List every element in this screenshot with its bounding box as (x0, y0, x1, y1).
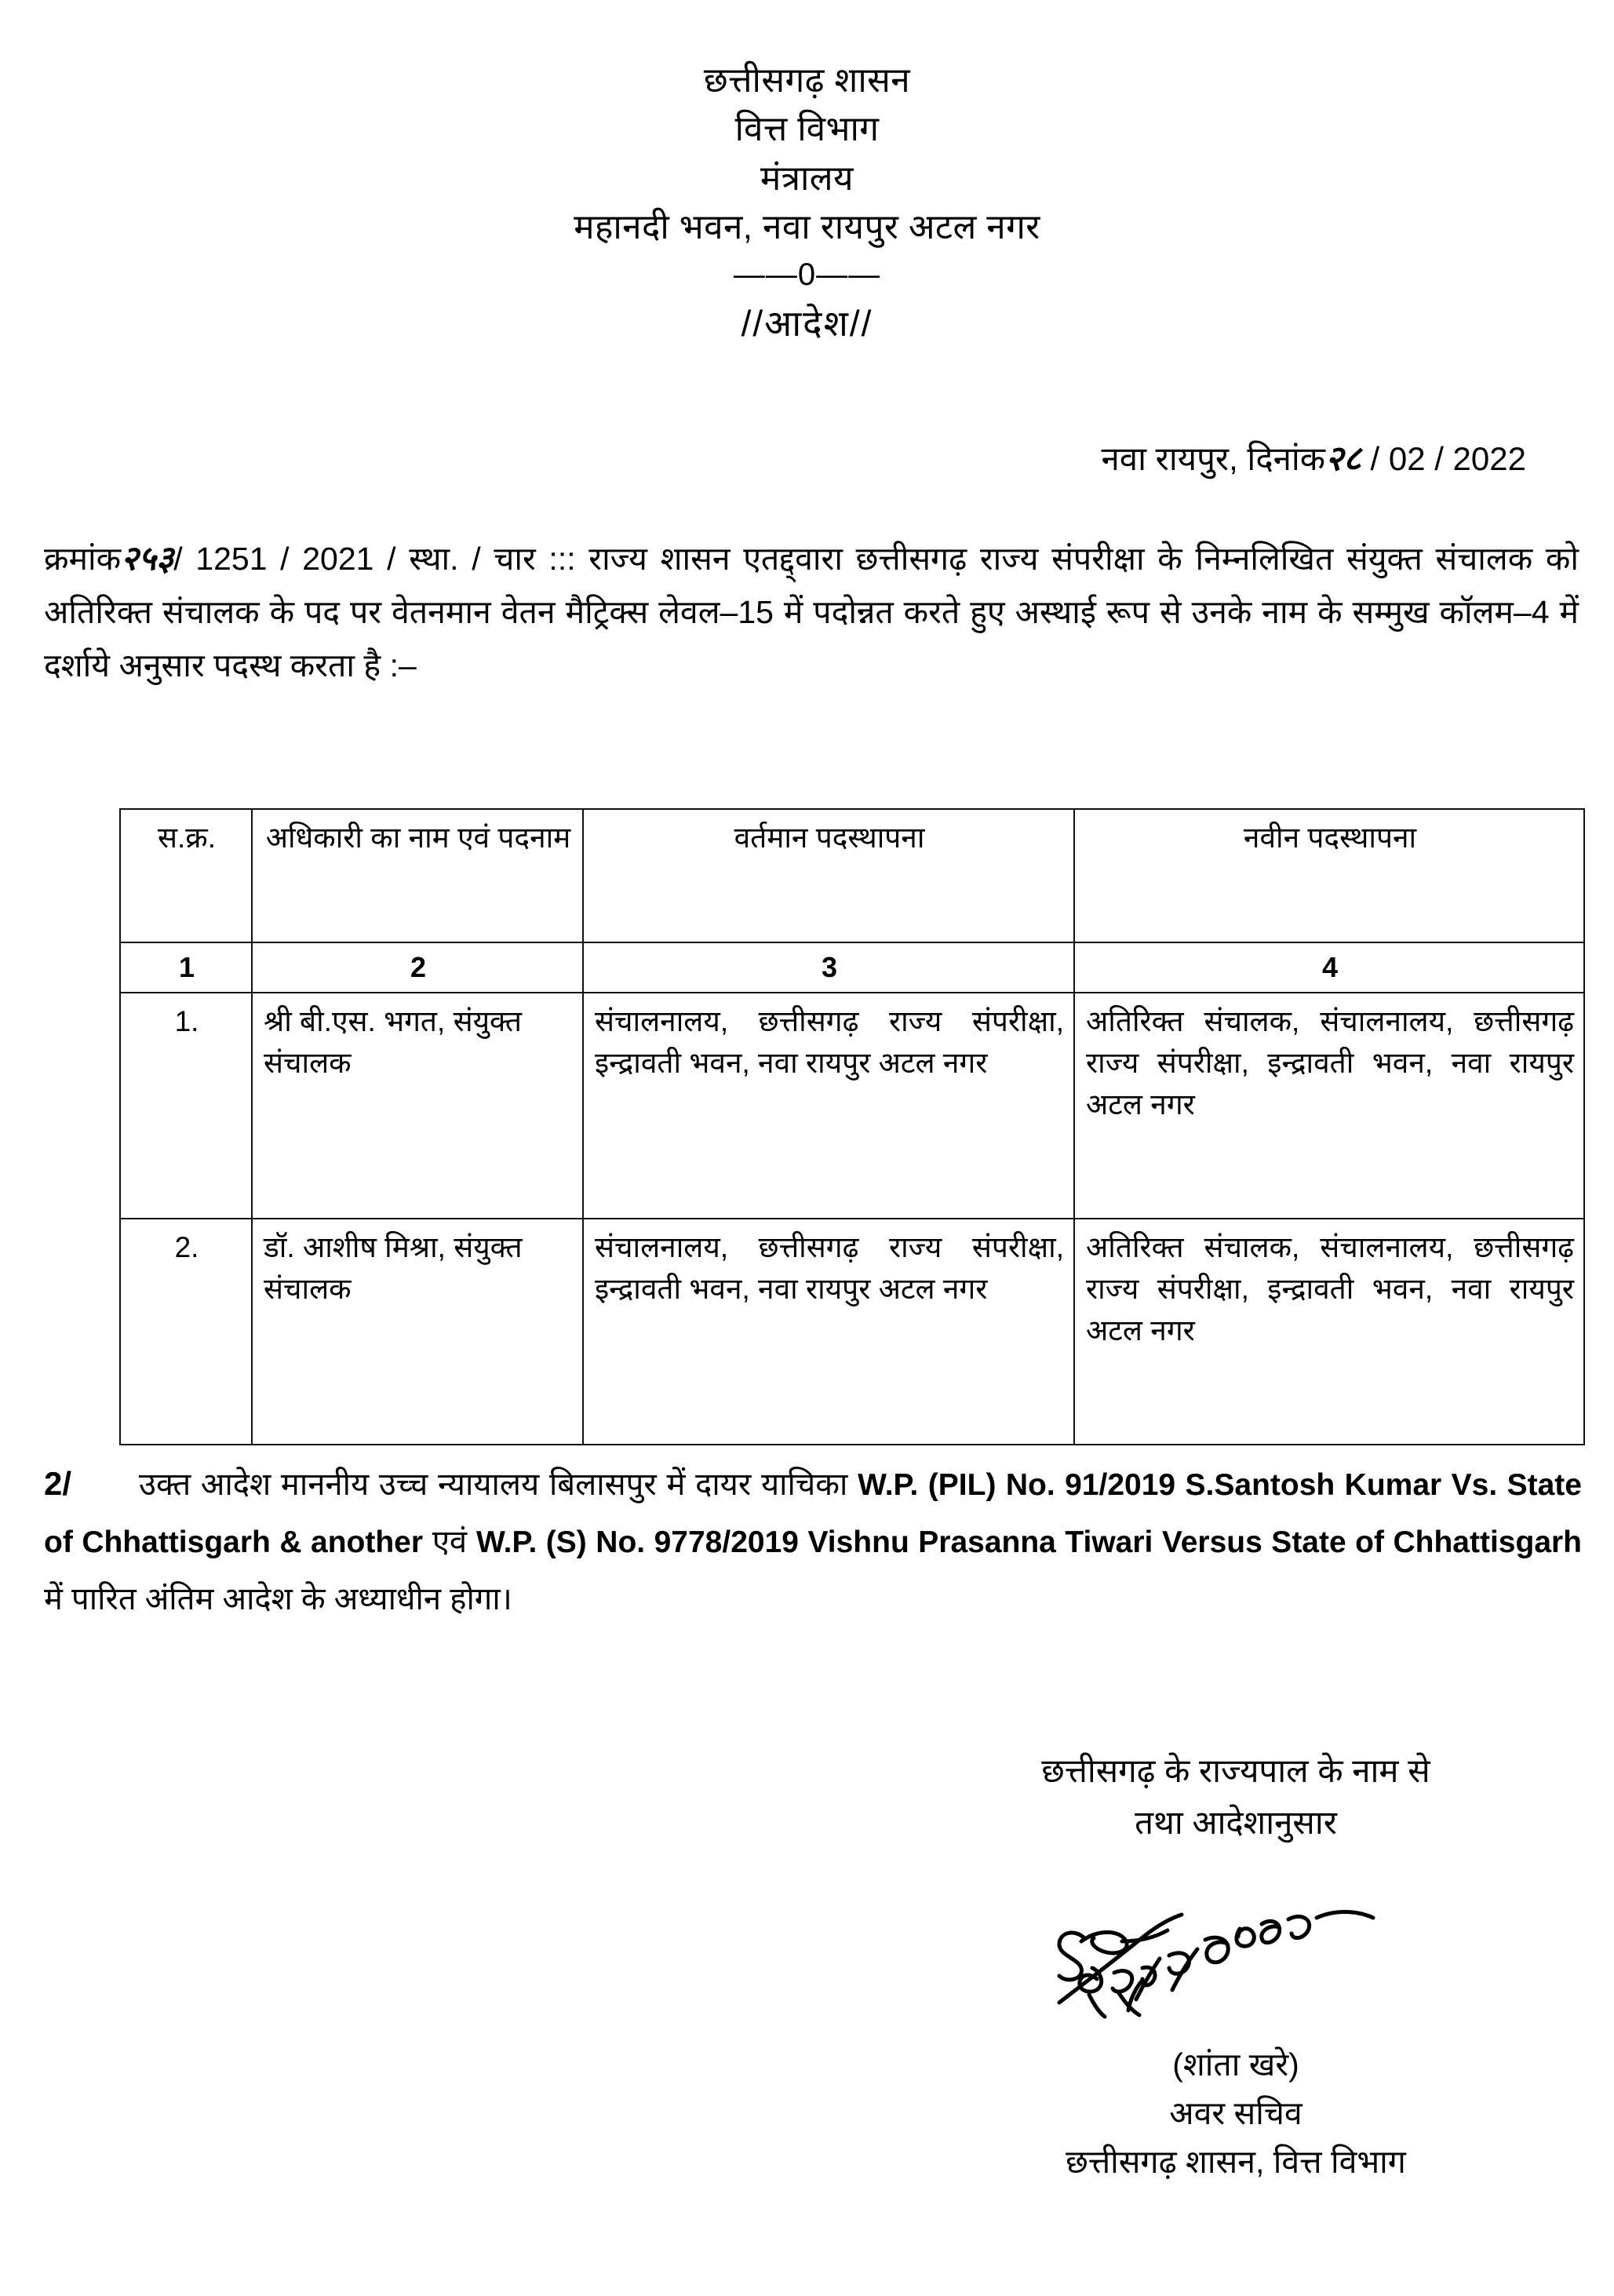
closing-line-byorder: तथा आदेशानुसार (1135, 1804, 1337, 1841)
table-header-current-posting: वर्तमान पदस्थापना (583, 809, 1074, 942)
order-number-handwritten: २५३ (121, 539, 174, 578)
posting-table-wrapper (119, 808, 1574, 1445)
dateline (1101, 433, 1526, 480)
signatory-designation: अवर सचिव (1169, 2095, 1302, 2131)
order-title: //आदेश// (741, 302, 873, 344)
row-sno: 1. (120, 993, 252, 1219)
row-officer-name: श्री बी.एस. भगत, संयुक्त संचालक (252, 993, 583, 1219)
order-number-label: क्रमांक (44, 541, 122, 577)
header-line-ministry: मंत्रालय (760, 159, 854, 198)
clause-2-text-part2: में पारित अंतिम आदेश के अध्याधीन होगा। (44, 1582, 512, 1616)
header-line-address: महानदी भवन, नवा रायपुर अटल नगर (574, 208, 1040, 247)
column-number-2: 2 (252, 942, 583, 993)
column-number-3: 3 (583, 942, 1074, 993)
dateline-place: नवा रायपुर, दिनांक (1101, 440, 1326, 477)
closing-block (945, 1745, 1526, 1849)
clause-2-number: 2/ (44, 1465, 72, 1502)
column-number-4: 4 (1074, 942, 1584, 993)
table-row (120, 993, 1584, 1219)
document-header (0, 56, 1614, 346)
order-number-rest: / 1251 / 2021 / स्था. / चार ::: (173, 541, 576, 577)
clause-2-text-part1: उक्त आदेश माननीय उच्च न्यायालय बिलासपुर में दायर याचिका (139, 1467, 858, 1502)
table-header-sno: स.क्र. (120, 809, 252, 942)
dateline-rest: / 02 / 2022 (1361, 440, 1526, 477)
order-body-paragraph (44, 532, 1579, 692)
clause-2-conjunction: एवं (423, 1525, 476, 1559)
posting-table (119, 808, 1585, 1445)
row-new-posting: अतिरिक्त संचालक, संचालनालय, छत्तीसगढ़ राज्य संपरीक्षा, इन्द्रावती भवन, नवा रायपुर अटल नगर (1074, 1219, 1584, 1445)
handwritten-signature (1044, 1907, 1405, 2032)
closing-line-governor: छत्तीसगढ़ के राज्यपाल के नाम से (1041, 1752, 1430, 1789)
clause-2-case-1: W.P. (PIL) No. 91/2019 S.Santosh Kumar Vs. State of Chhattisgarh & another (44, 1468, 1582, 1559)
table-header-officer: अधिकारी का नाम एवं पदनाम (252, 809, 583, 942)
header-line-department: वित्त विभाग (734, 110, 880, 149)
signatory-department: छत्तीसगढ़ शासन, वित्त विभाग (1066, 2144, 1406, 2180)
row-current-posting: संचालनालय, छत्तीसगढ़ राज्य संपरीक्षा, इन्द्रावती भवन, नवा रायपुर अटल नगर (583, 993, 1074, 1219)
header-separator: ——0—— (733, 257, 881, 292)
clause-2-case-2: W.P. (S) No. 9778/2019 Vishnu Prasanna Tiwari Versus State of Chhattisgarh (475, 1525, 1583, 1559)
table-row (120, 1219, 1584, 1445)
order-clause-2 (44, 1456, 1582, 1627)
signatory-name: (शांता खरे) (1172, 2046, 1299, 2083)
row-officer-name: डॉ. आशीष मिश्रा, संयुक्त संचालक (252, 1219, 583, 1445)
dateline-day-handwritten: २८ (1325, 439, 1361, 479)
signature-block (945, 2040, 1526, 2186)
header-line-state: छत्तीसगढ़ शासन (703, 61, 911, 100)
row-current-posting: संचालनालय, छत्तीसगढ़ राज्य संपरीक्षा, इन्द्रावती भवन, नवा रायपुर अटल नगर (583, 1219, 1074, 1445)
table-header-new-posting: नवीन पदस्थापना (1074, 809, 1584, 942)
order-body-text: राज्य शासन एतद्द्वारा छत्तीसगढ़ राज्य संपरीक्षा के निम्नलिखित संयुक्त संचालक को अतिरिक्त संचालक के पद पर वेतनमान वेतन मैट्रिक्स लेवल–15 में पदोन्नत करते हुए अस्थाई रूप से उनके नाम के सम्मुख कॉलम–4 में दर्शाये अनुसार पदस्थ करता है :– (44, 541, 1579, 683)
row-sno: 2. (120, 1219, 252, 1445)
table-column-number-row (120, 942, 1584, 993)
row-new-posting: अतिरिक्त संचालक, संचालनालय, छत्तीसगढ़ राज्य संपरीक्षा, इन्द्रावती भवन, नवा रायपुर अटल नगर (1074, 993, 1584, 1219)
table-header-row (120, 809, 1584, 942)
column-number-1: 1 (120, 942, 252, 993)
